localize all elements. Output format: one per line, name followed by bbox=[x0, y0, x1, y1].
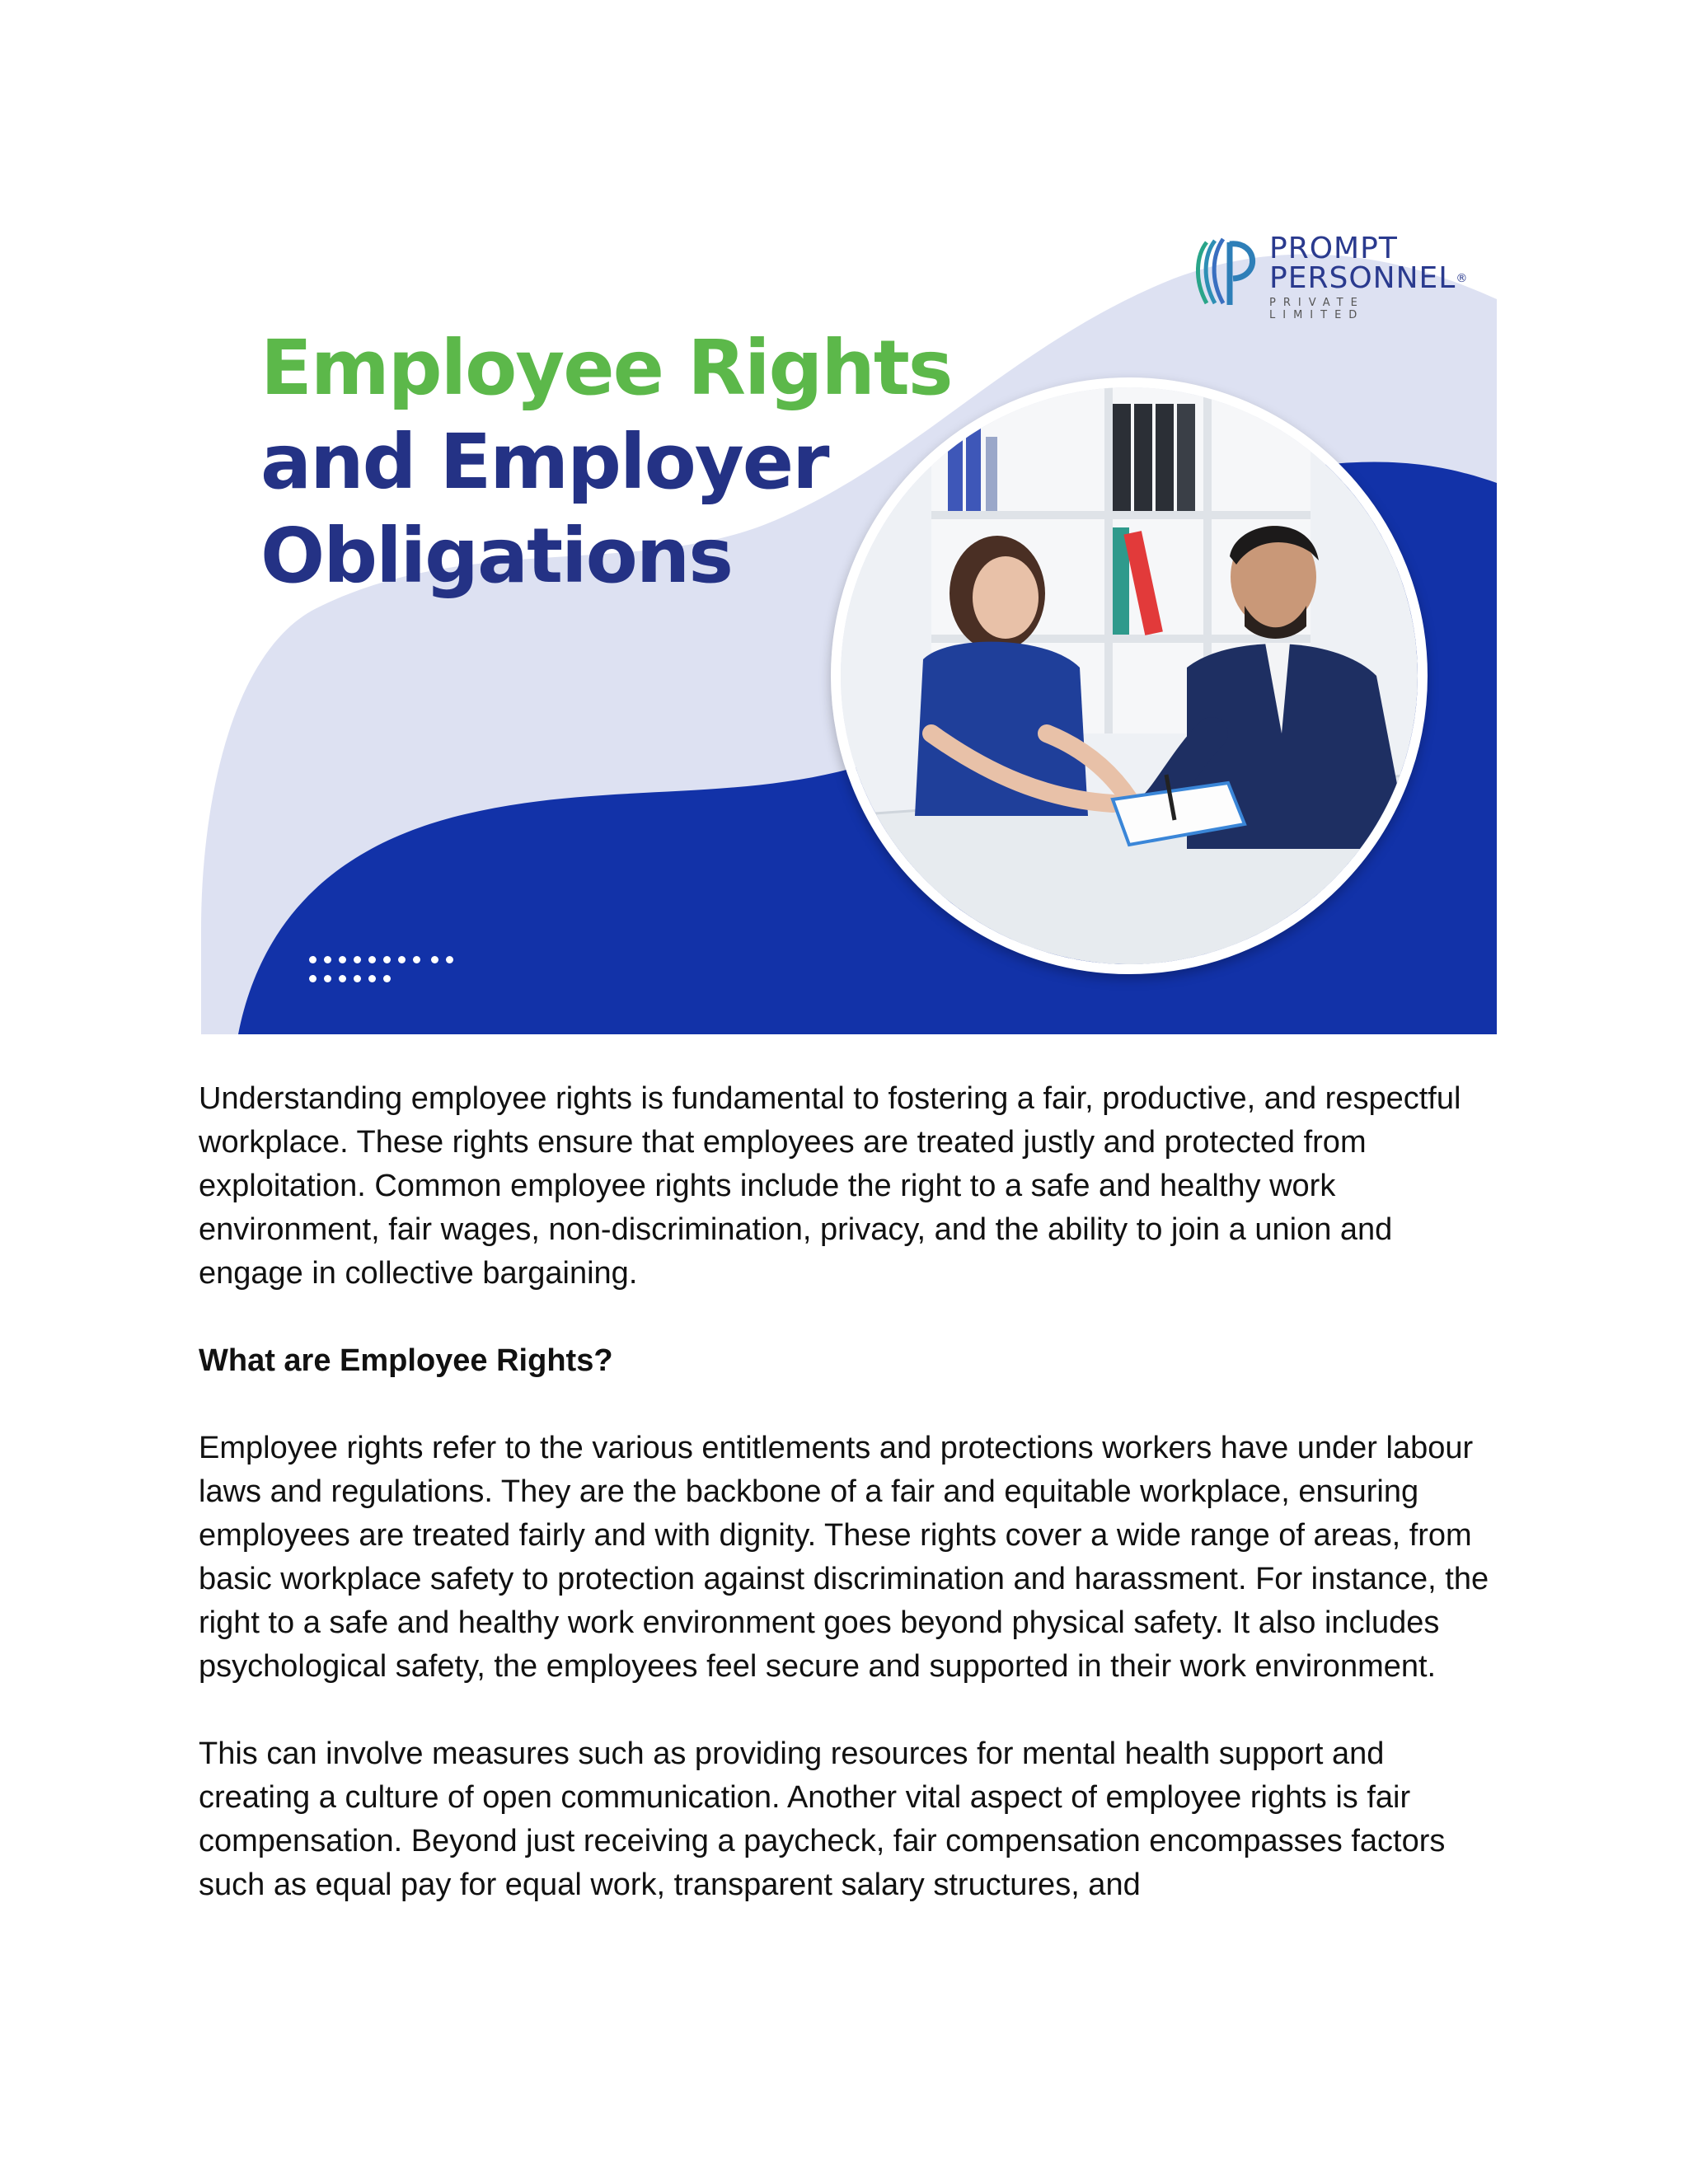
section-heading: What are Employee Rights? bbox=[199, 1343, 613, 1378]
company-logo bbox=[1190, 232, 1469, 321]
headline-line-1: Employee Rights bbox=[260, 324, 952, 412]
body-paragraph-2: This can involve measures such as providing resources for mental health support and creating a culture of open communication. Another vital aspect of employee rights is fair compensation. Beyond just receiving a paycheck, fair compensation encompasses factors such as equal pay for equal work, transparent salary structures, and bbox=[199, 1736, 1446, 1902]
logo-text-prompt: PROMPT bbox=[1269, 232, 1398, 265]
logo-text-private-limited: PRIVATE LIMITED bbox=[1269, 297, 1365, 321]
body-paragraph-1: Employee rights refer to the various entitlements and protections workers have under labour laws and regulations. They are the backbone of a fair and equitable workplace, ensuring employees are treated fairly and with dignity. These rights cover a wide range of areas, from basic workplace safety to protection against discrimination and harassment. For instance, the right to a safe and healthy work environment goes beyond physical safety. It also includes psychological safety, the employees feel secure and supported in their work environment. bbox=[199, 1431, 1489, 1684]
meeting-photo bbox=[831, 377, 1428, 974]
business-meeting-photo-icon bbox=[841, 387, 1418, 964]
headline-line-2: and Employer bbox=[260, 418, 828, 506]
logo-text-personnel: PERSONNEL bbox=[1269, 261, 1456, 295]
banner-headline bbox=[260, 321, 952, 603]
registered-mark: ® bbox=[1456, 272, 1469, 285]
headline-line-3: Obligations bbox=[260, 512, 733, 600]
intro-paragraph: Understanding employee rights is fundamental to fostering a fair, productive, and respectful workplace. These rights ensure that employees are treated justly and protected from exploitation. Common employee rights include the right to a safe and healthy work environment, fair wages, non-discrimination, privacy, and the ability to join a union and engage in collective bargaining. bbox=[199, 1081, 1461, 1291]
decorative-dot-grid bbox=[309, 956, 466, 994]
article-body bbox=[199, 1077, 1501, 1951]
prompt-personnel-logo-icon bbox=[1190, 234, 1263, 310]
